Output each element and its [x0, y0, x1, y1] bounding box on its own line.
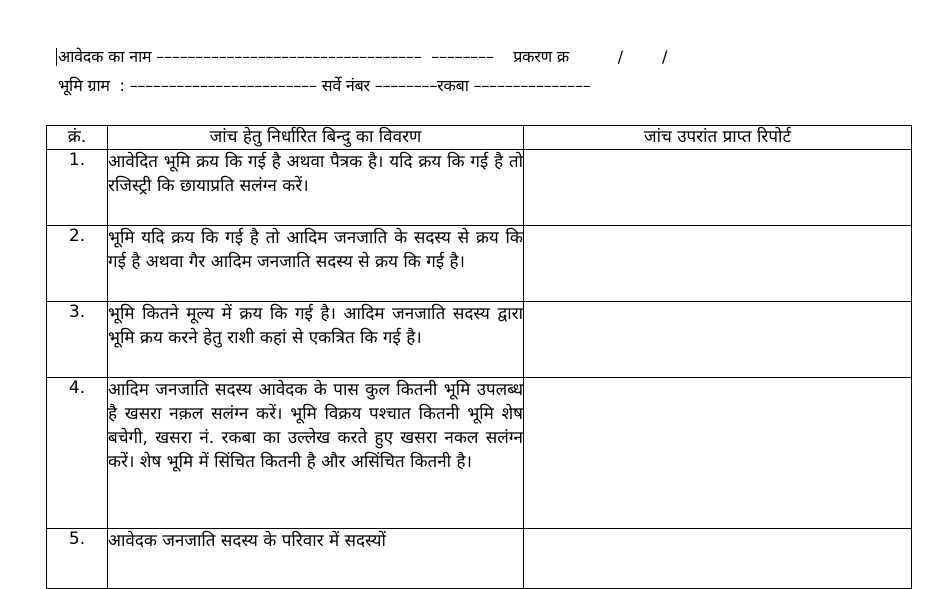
table-row [47, 150, 912, 226]
row-description: आदिम जनजाति सदस्य आवेदक के पास कुल कितनी भूमि उपलब्ध है खसरा नक़ल सलंग्न करें। भूमि विक्रय पश्चात कितनी भूमि शेष बचेगी, खसरा नं. रकबा का उल्लेख करते हुए खसरा नकल सलंग्न करें। शेष भूमि में सिंचित कितनी है और असिंचित कितनी है। [108, 378, 524, 529]
row-number: 2. [47, 226, 108, 302]
row-report-cell[interactable] [524, 529, 912, 589]
row-report-cell[interactable] [524, 378, 912, 529]
row-description: आवेदित भूमि क्रय कि गई है अथवा पैत्रक है। यदि क्रय कि गई है तो रजिस्ट्री कि छायाप्रति सलंग्न करें। [108, 150, 524, 226]
row-description: भूमि यदि क्रय कि गई है तो आदिम जनजाति के सदस्य से क्रय कि गई है अथवा गैर आदिम जनजाति सदस्य से क्रय कि गई है। [108, 226, 524, 302]
row-report-cell[interactable] [524, 150, 912, 226]
row-description: आवेदक जनजाति सदस्य के परिवार में सदस्यों [108, 529, 524, 589]
row-number: 5. [47, 529, 108, 589]
header-description: जांच हेतु निर्धारित बिन्दु का विवरण [108, 126, 524, 150]
table-header-row [47, 126, 912, 150]
header-report: जांच उपरांत प्राप्त रिपोर्ट [524, 126, 912, 150]
applicant-name-line: आवेदक का नाम –––––––––––––––––––––––––––––––––– –––––––– प्रकरण क्र / / [58, 47, 668, 66]
row-number: 4. [47, 378, 108, 529]
row-description: भूमि कितने मूल्य में क्रय कि गई है। आदिम जनजाति सदस्य द्वारा भूमि क्रय करने हेतु राशी कहां से एकत्रित कि गई है। [108, 302, 524, 378]
land-village-line: भूमि ग्राम : –––––––––––––––––––––––– सर्वे नंबर ––––––––रकबा ––––––––––––––– [58, 76, 591, 95]
table-row [47, 302, 912, 378]
table-row [47, 378, 912, 529]
row-number: 1. [47, 150, 108, 226]
table-row [47, 226, 912, 302]
text-cursor [56, 48, 57, 66]
row-report-cell[interactable] [524, 226, 912, 302]
inspection-table [46, 125, 912, 589]
header-serial: क्रं. [47, 126, 108, 150]
row-number: 3. [47, 302, 108, 378]
table-row [47, 529, 912, 589]
row-report-cell[interactable] [524, 302, 912, 378]
